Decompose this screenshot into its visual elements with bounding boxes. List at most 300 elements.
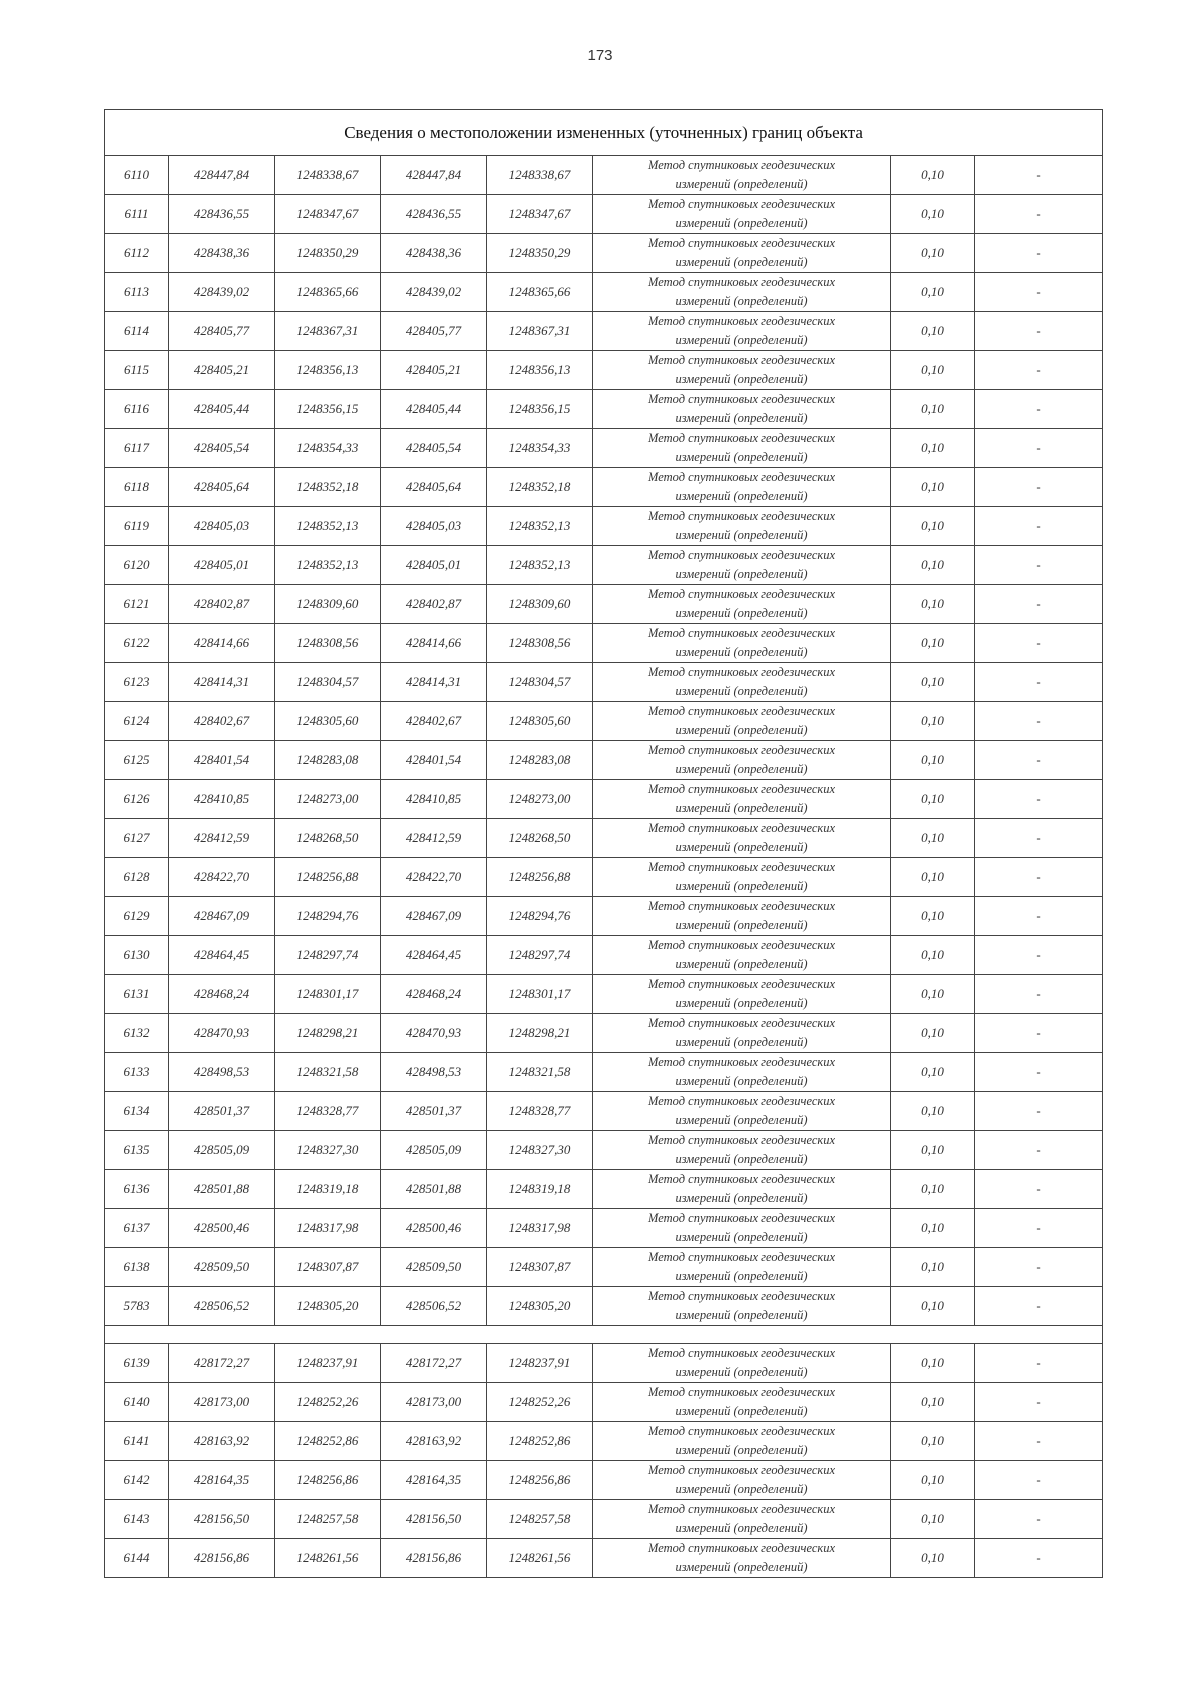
method-line2: измерений (определений) <box>675 489 808 503</box>
method-cell <box>593 546 891 585</box>
y-new-cell: 1248237,91 <box>487 1344 593 1383</box>
table-row <box>105 819 1103 858</box>
x-existing-cell: 428156,86 <box>169 1539 275 1578</box>
y-existing-cell: 1248297,74 <box>275 936 381 975</box>
precision-cell: 0,10 <box>891 975 975 1014</box>
method-cell <box>593 624 891 663</box>
table-row <box>105 1131 1103 1170</box>
method-line1: Метод спутниковых геодезических <box>647 509 836 523</box>
method-cell <box>593 1461 891 1500</box>
precision-cell: 0,10 <box>891 585 975 624</box>
point-number-cell: 6115 <box>105 351 169 390</box>
x-existing-cell: 428405,03 <box>169 507 275 546</box>
method-cell <box>593 507 891 546</box>
x-existing-cell: 428509,50 <box>169 1248 275 1287</box>
table-row <box>105 195 1103 234</box>
y-existing-cell: 1248347,67 <box>275 195 381 234</box>
y-existing-cell: 1248257,58 <box>275 1500 381 1539</box>
method-line1: Метод спутниковых геодезических <box>647 1346 836 1360</box>
x-existing-cell: 428172,27 <box>169 1344 275 1383</box>
method-line2: измерений (определений) <box>675 840 808 854</box>
boundary-coordinates-table <box>104 109 1103 1578</box>
method-cell <box>593 975 891 1014</box>
y-existing-cell: 1248283,08 <box>275 741 381 780</box>
method-line2: измерений (определений) <box>675 294 808 308</box>
y-new-cell: 1248356,15 <box>487 390 593 429</box>
x-existing-cell: 428410,85 <box>169 780 275 819</box>
x-new-cell: 428156,86 <box>381 1539 487 1578</box>
method-cell <box>593 780 891 819</box>
table-row <box>105 1248 1103 1287</box>
note-cell: - <box>975 1500 1103 1539</box>
y-new-cell: 1248257,58 <box>487 1500 593 1539</box>
method-line1: Метод спутниковых геодезических <box>647 1055 836 1069</box>
method-line1: Метод спутниковых геодезических <box>647 587 836 601</box>
x-new-cell: 428414,31 <box>381 663 487 702</box>
method-line1: Метод спутниковых геодезических <box>647 1289 836 1303</box>
y-new-cell: 1248328,77 <box>487 1092 593 1131</box>
method-line1: Метод спутниковых геодезических <box>647 821 836 835</box>
y-existing-cell: 1248327,30 <box>275 1131 381 1170</box>
method-line1: Метод спутниковых геодезических <box>647 470 836 484</box>
method-line1: Метод спутниковых геодезических <box>647 548 836 562</box>
y-existing-cell: 1248309,60 <box>275 585 381 624</box>
method-line2: измерений (определений) <box>675 1443 808 1457</box>
point-number-cell: 6137 <box>105 1209 169 1248</box>
y-new-cell: 1248354,33 <box>487 429 593 468</box>
point-number-cell: 6125 <box>105 741 169 780</box>
x-new-cell: 428501,88 <box>381 1170 487 1209</box>
point-number-cell: 6116 <box>105 390 169 429</box>
note-cell: - <box>975 312 1103 351</box>
precision-cell: 0,10 <box>891 312 975 351</box>
y-new-cell: 1248367,31 <box>487 312 593 351</box>
method-line1: Метод спутниковых геодезических <box>647 431 836 445</box>
precision-cell: 0,10 <box>891 351 975 390</box>
precision-cell: 0,10 <box>891 819 975 858</box>
precision-cell: 0,10 <box>891 780 975 819</box>
table-row <box>105 780 1103 819</box>
note-cell: - <box>975 234 1103 273</box>
y-new-cell: 1248347,67 <box>487 195 593 234</box>
method-line2: измерений (определений) <box>675 411 808 425</box>
method-cell <box>593 468 891 507</box>
method-cell <box>593 312 891 351</box>
method-line2: измерений (определений) <box>675 1308 808 1322</box>
method-line1: Метод спутниковых геодезических <box>647 899 836 913</box>
y-existing-cell: 1248317,98 <box>275 1209 381 1248</box>
x-existing-cell: 428468,24 <box>169 975 275 1014</box>
method-cell <box>593 273 891 312</box>
x-existing-cell: 428467,09 <box>169 897 275 936</box>
method-line2: измерений (определений) <box>675 255 808 269</box>
x-existing-cell: 428501,37 <box>169 1092 275 1131</box>
x-new-cell: 428412,59 <box>381 819 487 858</box>
x-new-cell: 428509,50 <box>381 1248 487 1287</box>
x-existing-cell: 428405,54 <box>169 429 275 468</box>
precision-cell: 0,10 <box>891 1287 975 1326</box>
point-number-cell: 6136 <box>105 1170 169 1209</box>
y-existing-cell: 1248305,20 <box>275 1287 381 1326</box>
x-existing-cell: 428501,88 <box>169 1170 275 1209</box>
x-existing-cell: 428414,31 <box>169 663 275 702</box>
note-cell: - <box>975 1053 1103 1092</box>
x-new-cell: 428498,53 <box>381 1053 487 1092</box>
method-line1: Метод спутниковых геодезических <box>647 860 836 874</box>
x-new-cell: 428506,52 <box>381 1287 487 1326</box>
method-line2: измерений (определений) <box>675 567 808 581</box>
x-new-cell: 428163,92 <box>381 1422 487 1461</box>
y-new-cell: 1248365,66 <box>487 273 593 312</box>
precision-cell: 0,10 <box>891 429 975 468</box>
x-new-cell: 428405,01 <box>381 546 487 585</box>
precision-cell: 0,10 <box>891 1053 975 1092</box>
precision-cell: 0,10 <box>891 546 975 585</box>
group-separator-row <box>105 1326 1103 1344</box>
note-cell: - <box>975 273 1103 312</box>
y-new-cell: 1248294,76 <box>487 897 593 936</box>
precision-cell: 0,10 <box>891 234 975 273</box>
method-line2: измерений (определений) <box>675 177 808 191</box>
note-cell: - <box>975 1131 1103 1170</box>
table-row <box>105 1209 1103 1248</box>
precision-cell: 0,10 <box>891 1500 975 1539</box>
method-line2: измерений (определений) <box>675 1365 808 1379</box>
method-line1: Метод спутниковых геодезических <box>647 275 836 289</box>
y-existing-cell: 1248268,50 <box>275 819 381 858</box>
method-line2: измерений (определений) <box>675 528 808 542</box>
method-line1: Метод спутниковых геодезических <box>647 1541 836 1555</box>
note-cell: - <box>975 1170 1103 1209</box>
x-new-cell: 428422,70 <box>381 858 487 897</box>
method-line1: Метод спутниковых геодезических <box>647 392 836 406</box>
method-line2: измерений (определений) <box>675 1191 808 1205</box>
note-cell: - <box>975 156 1103 195</box>
precision-cell: 0,10 <box>891 702 975 741</box>
precision-cell: 0,10 <box>891 390 975 429</box>
y-new-cell: 1248298,21 <box>487 1014 593 1053</box>
x-existing-cell: 428439,02 <box>169 273 275 312</box>
method-line2: измерений (определений) <box>675 762 808 776</box>
y-existing-cell: 1248298,21 <box>275 1014 381 1053</box>
y-new-cell: 1248256,88 <box>487 858 593 897</box>
method-line2: измерений (определений) <box>675 645 808 659</box>
method-line2: измерений (определений) <box>675 1113 808 1127</box>
table-row <box>105 936 1103 975</box>
table-row <box>105 1344 1103 1383</box>
method-line1: Метод спутниковых геодезических <box>647 665 836 679</box>
y-new-cell: 1248304,57 <box>487 663 593 702</box>
point-number-cell: 6117 <box>105 429 169 468</box>
x-new-cell: 428410,85 <box>381 780 487 819</box>
point-number-cell: 6126 <box>105 780 169 819</box>
point-number-cell: 6120 <box>105 546 169 585</box>
x-new-cell: 428436,55 <box>381 195 487 234</box>
table-row <box>105 741 1103 780</box>
y-existing-cell: 1248256,88 <box>275 858 381 897</box>
method-line2: измерений (определений) <box>675 1035 808 1049</box>
y-existing-cell: 1248308,56 <box>275 624 381 663</box>
y-new-cell: 1248352,13 <box>487 507 593 546</box>
x-new-cell: 428467,09 <box>381 897 487 936</box>
x-existing-cell: 428414,66 <box>169 624 275 663</box>
method-cell <box>593 858 891 897</box>
point-number-cell: 6138 <box>105 1248 169 1287</box>
point-number-cell: 6133 <box>105 1053 169 1092</box>
method-line1: Метод спутниковых геодезических <box>647 314 836 328</box>
y-existing-cell: 1248305,60 <box>275 702 381 741</box>
y-new-cell: 1248261,56 <box>487 1539 593 1578</box>
method-line2: измерений (определений) <box>675 1230 808 1244</box>
method-cell <box>593 390 891 429</box>
method-cell <box>593 156 891 195</box>
x-new-cell: 428401,54 <box>381 741 487 780</box>
note-cell: - <box>975 1092 1103 1131</box>
precision-cell: 0,10 <box>891 1422 975 1461</box>
method-cell <box>593 585 891 624</box>
point-number-cell: 6119 <box>105 507 169 546</box>
x-new-cell: 428405,44 <box>381 390 487 429</box>
point-number-cell: 6128 <box>105 858 169 897</box>
x-new-cell: 428470,93 <box>381 1014 487 1053</box>
precision-cell: 0,10 <box>891 1248 975 1287</box>
note-cell: - <box>975 546 1103 585</box>
method-line1: Метод спутниковых геодезических <box>647 1016 836 1030</box>
method-line2: измерений (определений) <box>675 801 808 815</box>
y-new-cell: 1248252,86 <box>487 1422 593 1461</box>
method-line1: Метод спутниковых геодезических <box>647 1094 836 1108</box>
table-row <box>105 1170 1103 1209</box>
precision-cell: 0,10 <box>891 1539 975 1578</box>
x-existing-cell: 428498,53 <box>169 1053 275 1092</box>
precision-cell: 0,10 <box>891 273 975 312</box>
table-row <box>105 897 1103 936</box>
x-existing-cell: 428405,44 <box>169 390 275 429</box>
method-line2: измерений (определений) <box>675 216 808 230</box>
method-cell <box>593 1539 891 1578</box>
method-cell <box>593 1014 891 1053</box>
precision-cell: 0,10 <box>891 195 975 234</box>
precision-cell: 0,10 <box>891 1461 975 1500</box>
y-new-cell: 1248338,67 <box>487 156 593 195</box>
table-title: Сведения о местоположении измененных (уточненных) границ объекта <box>105 110 1103 156</box>
x-new-cell: 428405,03 <box>381 507 487 546</box>
method-cell <box>593 702 891 741</box>
point-number-cell: 6114 <box>105 312 169 351</box>
y-new-cell: 1248305,60 <box>487 702 593 741</box>
page-number: 173 <box>587 47 613 64</box>
y-existing-cell: 1248354,33 <box>275 429 381 468</box>
y-new-cell: 1248327,30 <box>487 1131 593 1170</box>
method-line2: измерений (определений) <box>675 1074 808 1088</box>
x-new-cell: 428414,66 <box>381 624 487 663</box>
note-cell: - <box>975 936 1103 975</box>
precision-cell: 0,10 <box>891 1131 975 1170</box>
point-number-cell: 6124 <box>105 702 169 741</box>
method-line2: измерений (определений) <box>675 1404 808 1418</box>
table-row <box>105 390 1103 429</box>
table-row <box>105 546 1103 585</box>
precision-cell: 0,10 <box>891 1209 975 1248</box>
table-row <box>105 702 1103 741</box>
method-line1: Метод спутниковых геодезических <box>647 626 836 640</box>
point-number-cell: 6139 <box>105 1344 169 1383</box>
method-line2: измерений (определений) <box>675 1521 808 1535</box>
method-line2: измерений (определений) <box>675 918 808 932</box>
method-cell <box>593 1500 891 1539</box>
note-cell: - <box>975 897 1103 936</box>
y-existing-cell: 1248350,29 <box>275 234 381 273</box>
method-cell <box>593 1209 891 1248</box>
method-line2: измерений (определений) <box>675 450 808 464</box>
point-number-cell: 6132 <box>105 1014 169 1053</box>
method-line2: измерений (определений) <box>675 1482 808 1496</box>
method-line1: Метод спутниковых геодезических <box>647 197 836 211</box>
method-cell <box>593 1422 891 1461</box>
x-existing-cell: 428470,93 <box>169 1014 275 1053</box>
y-existing-cell: 1248352,13 <box>275 546 381 585</box>
method-cell <box>593 819 891 858</box>
x-existing-cell: 428412,59 <box>169 819 275 858</box>
y-new-cell: 1248301,17 <box>487 975 593 1014</box>
y-existing-cell: 1248273,00 <box>275 780 381 819</box>
table-row <box>105 1500 1103 1539</box>
x-existing-cell: 428401,54 <box>169 741 275 780</box>
x-existing-cell: 428402,67 <box>169 702 275 741</box>
method-line1: Метод спутниковых геодезических <box>647 1211 836 1225</box>
y-new-cell: 1248350,29 <box>487 234 593 273</box>
x-new-cell: 428172,27 <box>381 1344 487 1383</box>
y-new-cell: 1248256,86 <box>487 1461 593 1500</box>
method-cell <box>593 1092 891 1131</box>
x-existing-cell: 428405,77 <box>169 312 275 351</box>
point-number-cell: 6118 <box>105 468 169 507</box>
precision-cell: 0,10 <box>891 858 975 897</box>
y-new-cell: 1248308,56 <box>487 624 593 663</box>
table-row <box>105 1461 1103 1500</box>
y-existing-cell: 1248261,56 <box>275 1539 381 1578</box>
method-cell <box>593 351 891 390</box>
method-line2: измерений (определений) <box>675 372 808 386</box>
precision-cell: 0,10 <box>891 1092 975 1131</box>
point-number-cell: 6129 <box>105 897 169 936</box>
y-new-cell: 1248352,13 <box>487 546 593 585</box>
method-line1: Метод спутниковых геодезических <box>647 236 836 250</box>
note-cell: - <box>975 468 1103 507</box>
x-existing-cell: 428436,55 <box>169 195 275 234</box>
y-new-cell: 1248297,74 <box>487 936 593 975</box>
table-title-row <box>105 110 1103 156</box>
precision-cell: 0,10 <box>891 156 975 195</box>
method-cell <box>593 1344 891 1383</box>
method-line1: Метод спутниковых геодезических <box>647 1463 836 1477</box>
precision-cell: 0,10 <box>891 1383 975 1422</box>
x-existing-cell: 428438,36 <box>169 234 275 273</box>
method-line1: Метод спутниковых геодезических <box>647 704 836 718</box>
x-new-cell: 428505,09 <box>381 1131 487 1170</box>
precision-cell: 0,10 <box>891 663 975 702</box>
x-new-cell: 428439,02 <box>381 273 487 312</box>
x-existing-cell: 428173,00 <box>169 1383 275 1422</box>
y-existing-cell: 1248307,87 <box>275 1248 381 1287</box>
y-existing-cell: 1248319,18 <box>275 1170 381 1209</box>
table-row <box>105 1287 1103 1326</box>
point-number-cell: 6144 <box>105 1539 169 1578</box>
y-new-cell: 1248317,98 <box>487 1209 593 1248</box>
point-number-cell: 6134 <box>105 1092 169 1131</box>
method-line2: измерений (определений) <box>675 879 808 893</box>
y-new-cell: 1248283,08 <box>487 741 593 780</box>
point-number-cell: 6130 <box>105 936 169 975</box>
method-line1: Метод спутниковых геодезических <box>647 938 836 952</box>
note-cell: - <box>975 1287 1103 1326</box>
method-line2: измерений (определений) <box>675 957 808 971</box>
precision-cell: 0,10 <box>891 468 975 507</box>
note-cell: - <box>975 975 1103 1014</box>
y-new-cell: 1248305,20 <box>487 1287 593 1326</box>
table-row <box>105 468 1103 507</box>
method-line1: Метод спутниковых геодезических <box>647 1133 836 1147</box>
method-line2: измерений (определений) <box>675 1560 808 1574</box>
x-new-cell: 428438,36 <box>381 234 487 273</box>
precision-cell: 0,10 <box>891 1344 975 1383</box>
method-line1: Метод спутниковых геодезических <box>647 782 836 796</box>
method-cell <box>593 1383 891 1422</box>
point-number-cell: 6142 <box>105 1461 169 1500</box>
point-number-cell: 6110 <box>105 156 169 195</box>
table-row <box>105 1053 1103 1092</box>
note-cell: - <box>975 1422 1103 1461</box>
table-row <box>105 1539 1103 1578</box>
note-cell: - <box>975 1344 1103 1383</box>
method-line2: измерений (определений) <box>675 1152 808 1166</box>
x-new-cell: 428164,35 <box>381 1461 487 1500</box>
y-new-cell: 1248309,60 <box>487 585 593 624</box>
x-new-cell: 428402,87 <box>381 585 487 624</box>
y-new-cell: 1248268,50 <box>487 819 593 858</box>
y-existing-cell: 1248365,66 <box>275 273 381 312</box>
x-new-cell: 428405,21 <box>381 351 487 390</box>
point-number-cell: 6141 <box>105 1422 169 1461</box>
table-row <box>105 507 1103 546</box>
x-existing-cell: 428506,52 <box>169 1287 275 1326</box>
note-cell: - <box>975 195 1103 234</box>
note-cell: - <box>975 702 1103 741</box>
table-row <box>105 975 1103 1014</box>
note-cell: - <box>975 390 1103 429</box>
y-existing-cell: 1248294,76 <box>275 897 381 936</box>
x-new-cell: 428468,24 <box>381 975 487 1014</box>
method-line1: Метод спутниковых геодезических <box>647 1424 836 1438</box>
method-line2: измерений (определений) <box>675 684 808 698</box>
x-new-cell: 428405,54 <box>381 429 487 468</box>
y-new-cell: 1248252,26 <box>487 1383 593 1422</box>
group-separator-cell <box>105 1326 1103 1344</box>
method-line1: Метод спутниковых геодезических <box>647 158 836 172</box>
method-cell <box>593 429 891 468</box>
method-cell <box>593 897 891 936</box>
x-new-cell: 428501,37 <box>381 1092 487 1131</box>
x-existing-cell: 428447,84 <box>169 156 275 195</box>
x-new-cell: 428500,46 <box>381 1209 487 1248</box>
method-line1: Метод спутниковых геодезических <box>647 353 836 367</box>
note-cell: - <box>975 780 1103 819</box>
point-number-cell: 6123 <box>105 663 169 702</box>
method-line1: Метод спутниковых геодезических <box>647 1502 836 1516</box>
y-existing-cell: 1248321,58 <box>275 1053 381 1092</box>
method-line2: измерений (определений) <box>675 333 808 347</box>
x-existing-cell: 428405,21 <box>169 351 275 390</box>
